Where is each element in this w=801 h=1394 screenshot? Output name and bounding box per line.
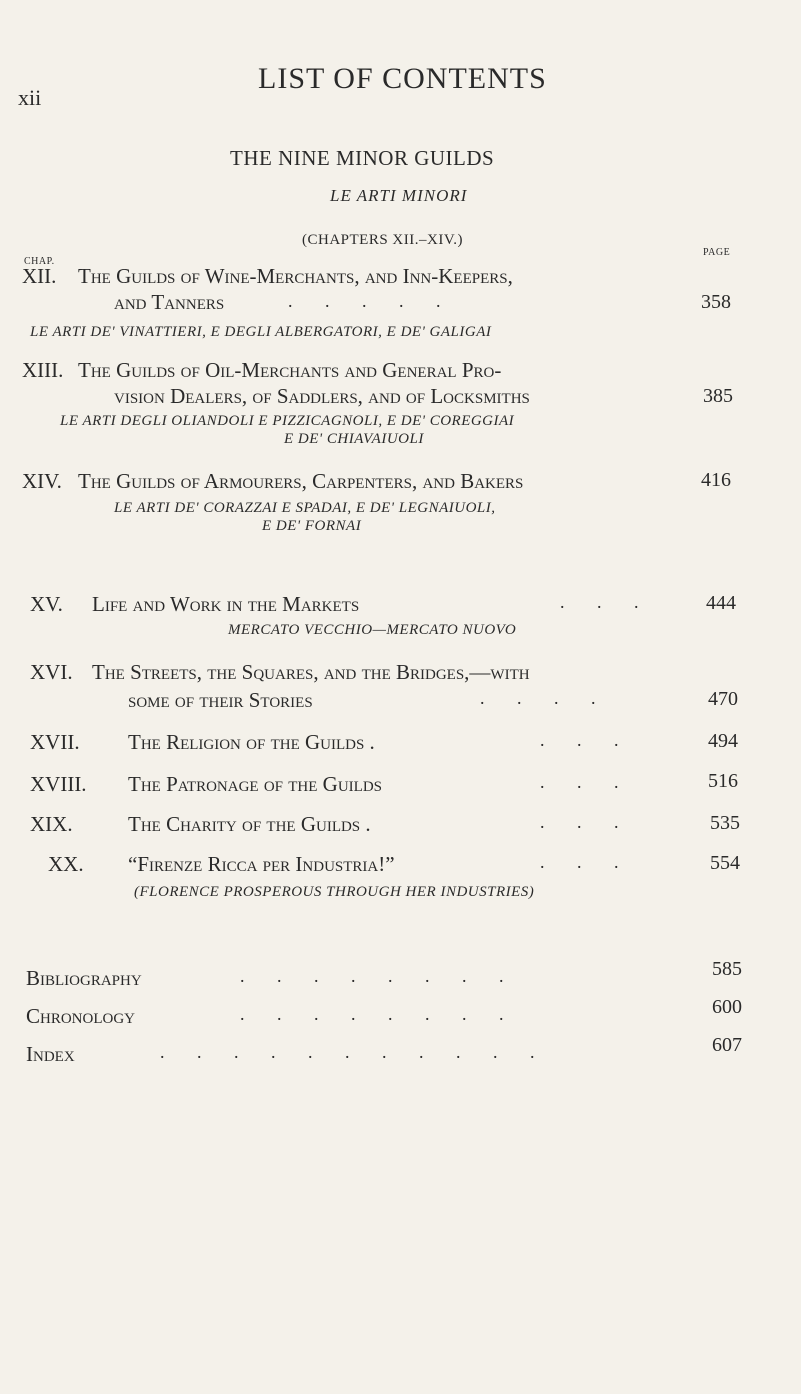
part-chapters-range: (CHAPTERS XII.–XIV.) <box>302 232 463 248</box>
chapter-numeral: XII. <box>22 264 57 288</box>
leader-dots: . . . . . . . . . . . <box>160 1042 549 1062</box>
chapter-numeral: XVIII. <box>30 772 87 796</box>
chapter-page: 494 <box>708 730 738 752</box>
chapter-numeral: XIV. <box>22 469 62 493</box>
chapter-page: 554 <box>710 852 740 874</box>
chapter-title: Life and Work in the Markets <box>92 592 360 616</box>
chapter-italian-cont: E DE' CHIAVAIUOLI <box>284 431 424 447</box>
back-matter-index: Index <box>26 1042 75 1066</box>
chapter-numeral: XVII. <box>30 730 80 754</box>
chapter-title: The Guilds of Wine-Merchants, and Inn-Keepers, <box>78 264 513 288</box>
leader-dots: . . . <box>540 852 633 872</box>
chapter-title: The Patronage of the Guilds <box>128 772 382 796</box>
chapter-title: The Guilds of Armourers, Carpenters, and Bakers <box>78 469 524 493</box>
leader-dots: . . . <box>560 592 653 612</box>
chapter-italian: MERCATO VECCHIO—MERCATO NUOVO <box>228 622 517 638</box>
leader-dots: . . . . . . . . <box>240 966 518 986</box>
chapter-page: 535 <box>710 812 740 834</box>
chapter-title: The Streets, the Squares, and the Bridges,—with <box>92 660 530 684</box>
chapter-numeral: XIX. <box>30 812 73 836</box>
chapter-numeral: XX. <box>48 852 84 876</box>
chapter-italian: (FLORENCE PROSPEROUS THROUGH HER INDUSTRIES) <box>134 884 535 900</box>
page-label: PAGE <box>703 247 731 258</box>
back-matter-chronology: Chronology <box>26 1004 136 1028</box>
part-title: THE NINE MINOR GUILDS <box>230 146 495 170</box>
chapter-page: 444 <box>706 592 736 614</box>
chapter-page: 416 <box>701 469 731 491</box>
back-matter-page: 600 <box>712 996 742 1018</box>
chapter-title: The Charity of the Guilds . <box>128 812 371 836</box>
back-matter-page: 607 <box>712 1034 742 1056</box>
leader-dots: . . . . . . . . <box>240 1004 518 1024</box>
chapter-page: 470 <box>708 688 738 710</box>
chapter-title-cont: vision Dealers, of Saddlers, and of Locksmiths <box>114 384 530 408</box>
back-matter-page: 585 <box>712 958 742 980</box>
leader-dots: . . . . . <box>288 291 455 311</box>
chapter-page: 385 <box>703 385 733 407</box>
chapter-title: “Firenze Ricca per Industria!” <box>128 852 395 876</box>
chapter-numeral: XVI. <box>30 660 73 684</box>
chapter-title-cont: some of their Stories <box>128 688 313 712</box>
part-italian-title: LE ARTI MINORI <box>330 186 468 205</box>
chapter-page: 358 <box>701 291 731 313</box>
chapter-title: The Religion of the Guilds . <box>128 730 375 754</box>
leader-dots: . . . <box>540 812 633 832</box>
chapter-italian: LE ARTI DEGLI OLIANDOLI E PIZZICAGNOLI, E DE' COREGGIAI <box>60 413 515 429</box>
chapter-italian: LE ARTI DE' CORAZZAI E SPADAI, E DE' LEGNAIUOLI, <box>114 500 496 516</box>
chap-label: CHAP. <box>24 256 55 267</box>
chapter-page: 516 <box>708 770 738 792</box>
leader-dots: . . . . <box>480 688 610 708</box>
chapter-numeral: XIII. <box>22 358 64 382</box>
chapter-title: The Guilds of Oil-Merchants and General Pro- <box>78 358 502 382</box>
running-head: LIST OF CONTENTS <box>258 62 547 95</box>
chapter-italian-cont: E DE' FORNAI <box>262 518 362 534</box>
leader-dots: . . . <box>540 772 633 792</box>
chapter-numeral: XV. <box>30 592 63 616</box>
page-number: xii <box>18 85 42 110</box>
back-matter-bibliography: Bibliography <box>26 966 142 990</box>
chapter-italian: LE ARTI DE' VINATTIERI, E DEGLI ALBERGATORI, E DE' GALIGAI <box>30 324 492 340</box>
leader-dots: . . . <box>540 730 633 750</box>
chapter-title-cont: and Tanners <box>114 290 225 314</box>
